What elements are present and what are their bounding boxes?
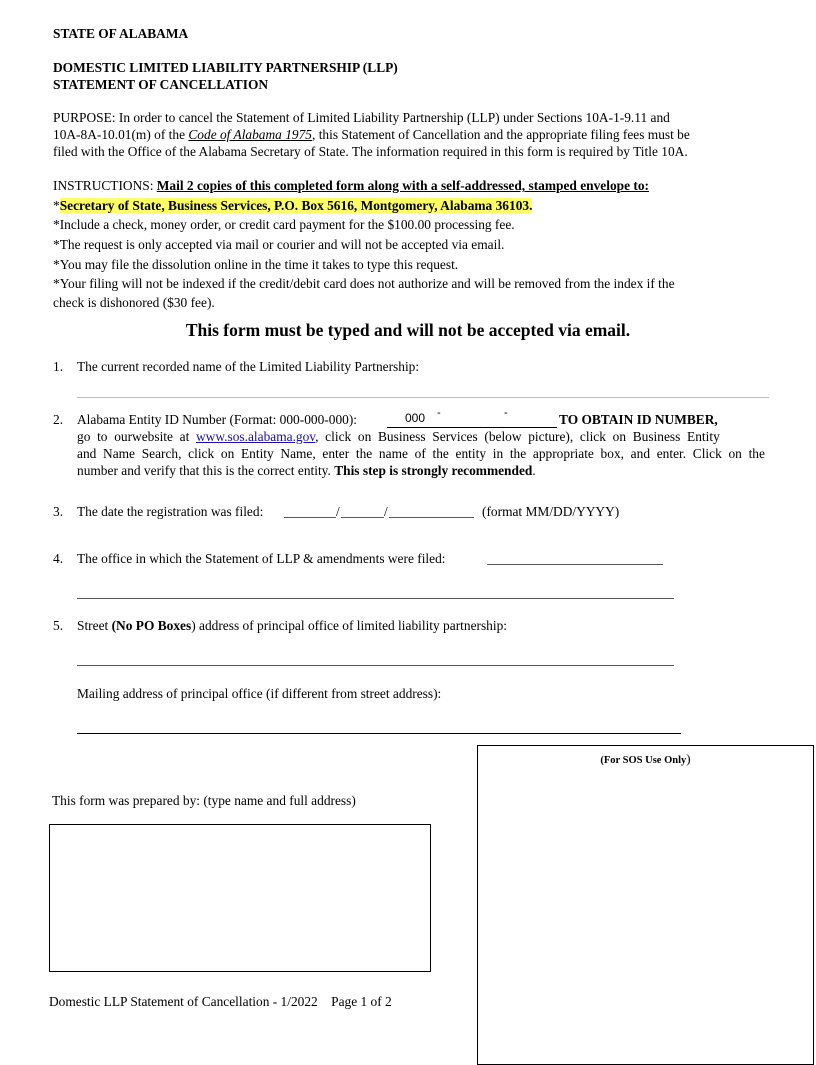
purpose-line2: 10A-8A-10.01(m) of the Code of Alabama 1975, this Statement of Cancellation and the appropriate filing fees must be: [53, 127, 690, 142]
instruction-index-line2: check is dishonored ($30 fee).: [53, 295, 215, 310]
instruction-mail-only: *The request is only accepted via mail or courier and will not be accepted via email.: [53, 237, 505, 252]
code-of-alabama: Code of Alabama 1975: [188, 127, 312, 142]
purpose-line1: PURPOSE: In order to cancel the Statement of Limited Liability Partnership (LLP) under Sections 10A-1-9.11 and: [53, 110, 670, 125]
form-title-line1: DOMESTIC LIMITED LIABILITY PARTNERSHIP (LLP): [53, 60, 398, 75]
item5-label: Street (No PO Boxes) address of principal office of limited liability partnership:: [77, 618, 508, 633]
purpose-line3: filed with the Office of the Alabama Secretary of State. The information required in this form is required by Title 10A.: [53, 144, 688, 159]
llp-name-field[interactable]: [77, 397, 769, 398]
sos-website-link[interactable]: www.sos.alabama.gov: [196, 429, 316, 444]
mailing-address-label: Mailing address of principal office (if different from street address):: [77, 686, 442, 701]
sos-use-only-label: (For SOS Use Only): [600, 751, 691, 766]
instruction-index-line1: *Your filing will not be indexed if the credit/debit card does not authorize and will be removed from the index if the: [53, 276, 675, 291]
sos-use-only-box: [477, 745, 814, 1065]
item2-line2: go to ourwebsite at www.sos.alabama.gov, click on Business Services (below picture), click on Business Entity: [77, 429, 720, 444]
mailing-address-field[interactable]: [77, 733, 681, 734]
item2-line4: number and verify that this is the correct entity. This step is strongly recommended.: [77, 463, 536, 478]
filing-office-field-line2[interactable]: [77, 598, 674, 599]
instructions-heading: INSTRUCTIONS: Mail 2 copies of this completed form along with a self-addressed, stamped envelope to:: [53, 178, 649, 193]
prepared-by-label: This form was prepared by: (type name and full address): [52, 793, 356, 808]
entity-id-dash2: -: [504, 407, 508, 419]
item1-number: 1.: [53, 359, 64, 374]
mailing-address: *Secretary of State, Business Services, P.O. Box 5616, Montgomery, Alabama 36103.: [53, 198, 533, 213]
item4-label: The office in which the Statement of LLP & amendments were filed:: [77, 551, 446, 566]
highlighted-address: Secretary of State, Business Services, P.O. Box 5616, Montgomery, Alabama 36103.: [59, 198, 533, 213]
instruction-fee: *Include a check, money order, or credit card payment for the $100.00 processing fee.: [53, 217, 515, 232]
item1-label: The current recorded name of the Limited Liability Partnership:: [77, 359, 420, 374]
item3-number: 3.: [53, 504, 64, 519]
date-format-hint: (format MM/DD/YYYY): [482, 504, 620, 519]
date-year-field[interactable]: [389, 517, 474, 518]
date-day-field[interactable]: [341, 517, 384, 518]
item2-line3: and Name Search, click on Entity Name, enter the name of the entity in the appropriate box, and enter. Click on the: [77, 446, 765, 461]
date-month-field[interactable]: [284, 517, 336, 518]
item5-number: 5.: [53, 618, 64, 633]
date-sep2: /: [384, 504, 388, 519]
form-title-line2: STATEMENT OF CANCELLATION: [53, 77, 269, 92]
entity-id-dash1: -: [437, 407, 441, 419]
obtain-id-heading: TO OBTAIN ID NUMBER,: [559, 412, 718, 427]
item4-number: 4.: [53, 551, 64, 566]
filing-office-field[interactable]: [487, 564, 663, 565]
typed-notice: This form must be typed and will not be accepted via email.: [185, 320, 631, 340]
entity-id-field[interactable]: [387, 407, 557, 428]
state-title: STATE OF ALABAMA: [53, 26, 189, 41]
prepared-by-box[interactable]: [49, 824, 431, 972]
date-sep1: /: [336, 504, 340, 519]
entity-id-prefix: 000: [405, 411, 426, 425]
street-address-field[interactable]: [77, 665, 674, 666]
item3-label: The date the registration was filed:: [77, 504, 264, 519]
instruction-online: *You may file the dissolution online in the time it takes to type this request.: [53, 257, 459, 272]
page-footer: Domestic LLP Statement of Cancellation - 1/2022 Page 1 of 2: [49, 994, 392, 1009]
item2-label: Alabama Entity ID Number (Format: 000-000-000):: [77, 412, 358, 427]
item2-number: 2.: [53, 412, 64, 427]
